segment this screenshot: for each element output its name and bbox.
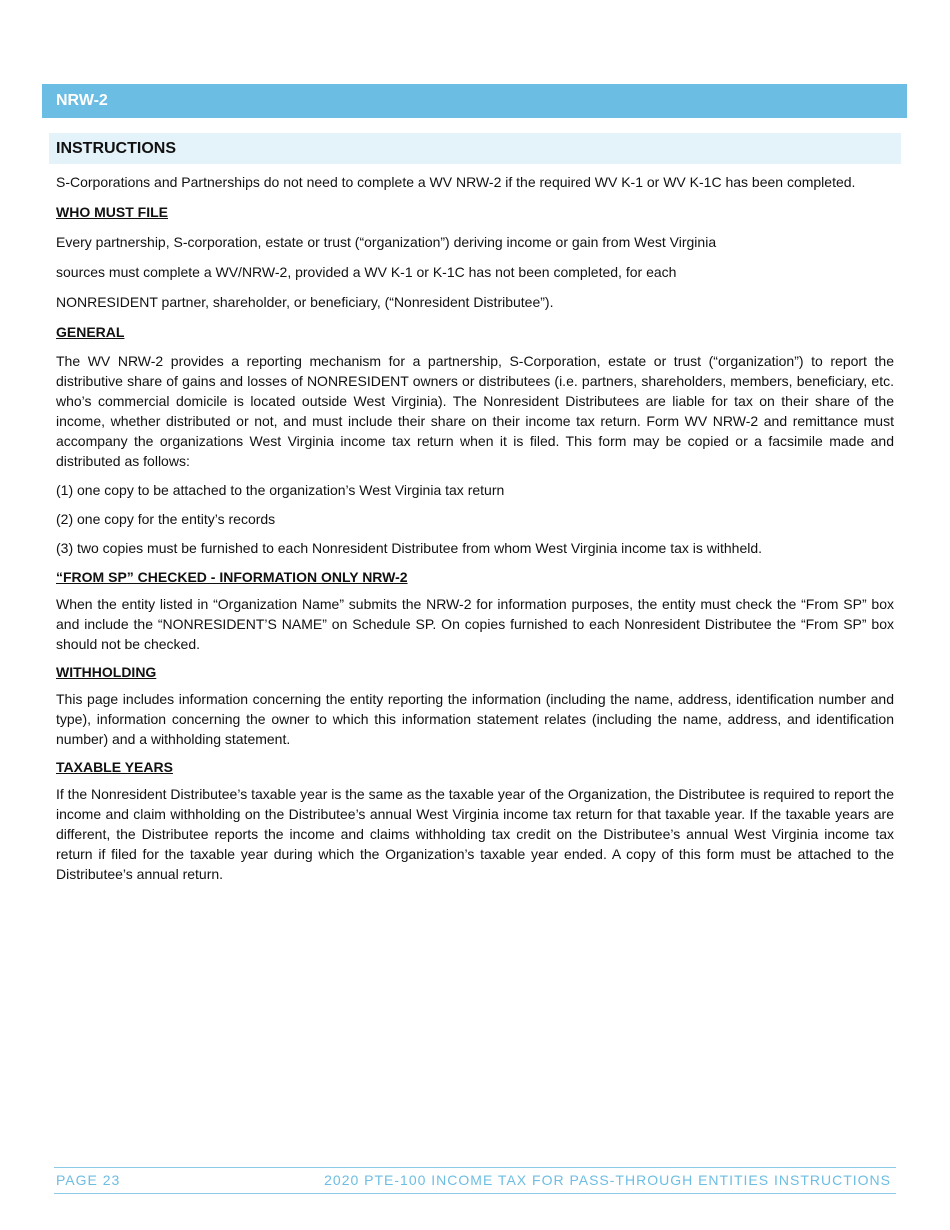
taxable-years-heading: TAXABLE YEARS [56, 759, 173, 775]
section-title: INSTRUCTIONS [56, 140, 176, 157]
who-must-file-line-2: sources must complete a WV/NRW-2, provided a WV K-1 or K-1C has not been completed, for each [56, 264, 677, 280]
general-paragraph: The WV NRW-2 provides a reporting mechanism for a partnership, S-Corporation, estate or trust (“organization”) to report the distributive share of gains and losses of NONRESIDENT owners or distributees (i.e. partners, shareholders, members, beneficiary, etc. who’s commercial domicile is located outside West Virginia). The Nonresident Distributees are liable for tax on their share of the income, whether distributed or not, and must include their share on their income tax return. Form WV NRW-2 and remittance must accompany the organizations West Virginia income tax return when it is filed. This form may be copied or a facsimile made and distributed as follows: [56, 353, 894, 469]
withholding-paragraph: This page includes information concerning the entity reporting the information (including the name, address, identification number and type), information concerning the owner to which this information statement relates (including the name, address, and identification number) and a withholding statement. [56, 691, 894, 747]
section-title-bar [49, 133, 901, 164]
who-must-file-line-1: Every partnership, S-corporation, estate or trust (“organization”) deriving income or gain from West Virginia [56, 234, 717, 250]
general-heading: GENERAL [56, 324, 125, 340]
page-number: PAGE 23 [56, 1172, 121, 1188]
withholding-heading: WITHHOLDING [56, 664, 157, 680]
from-sp-paragraph: When the entity listed in “Organization Name” submits the NRW-2 for information purposes, the entity must check the “From SP” box and include the “NONRESIDENT’S NAME” on Schedule SP. On copies furnished to each Nonresident Distributee the “From SP” box should not be checked. [56, 596, 894, 652]
general-item-3: (3) two copies must be furnished to each Nonresident Distributee from whom West Virginia income tax is withheld. [56, 540, 763, 556]
form-title-bar [42, 84, 907, 118]
document-title: 2020 PTE-100 INCOME TAX FOR PASS-THROUGH ENTITIES INSTRUCTIONS [324, 1172, 891, 1188]
general-item-1: (1) one copy to be attached to the organization’s West Virginia tax return [56, 482, 505, 498]
who-must-file-line-3: NONRESIDENT partner, shareholder, or beneficiary, (“Nonresident Distributee”). [56, 294, 554, 310]
taxable-years-paragraph: If the Nonresident Distributee’s taxable year is the same as the taxable year of the Organization, the Distributee is required to report the income and claim withholding on the Distributee’s annual West Virginia income tax return for that taxable year. If the taxable years are different, the Distributee reports the income and claims withholding tax credit on the Distributee’s annual West Virginia income tax return if filed for the taxable year during which the Organization’s taxable year ended. A copy of this form must be attached to the Distributee’s annual return. [56, 786, 894, 882]
intro-text: S-Corporations and Partnerships do not need to complete a WV NRW-2 if the required WV K-1 or WV K-1C has been completed. [56, 174, 856, 190]
page-footer [54, 1167, 896, 1194]
who-must-file-heading: WHO MUST FILE [56, 204, 168, 220]
general-item-2: (2) one copy for the entity’s records [56, 511, 276, 527]
form-title: NRW-2 [56, 92, 108, 109]
from-sp-heading: “FROM SP” CHECKED - INFORMATION ONLY NRW-2 [56, 569, 408, 585]
instructions-content [56, 172, 894, 884]
